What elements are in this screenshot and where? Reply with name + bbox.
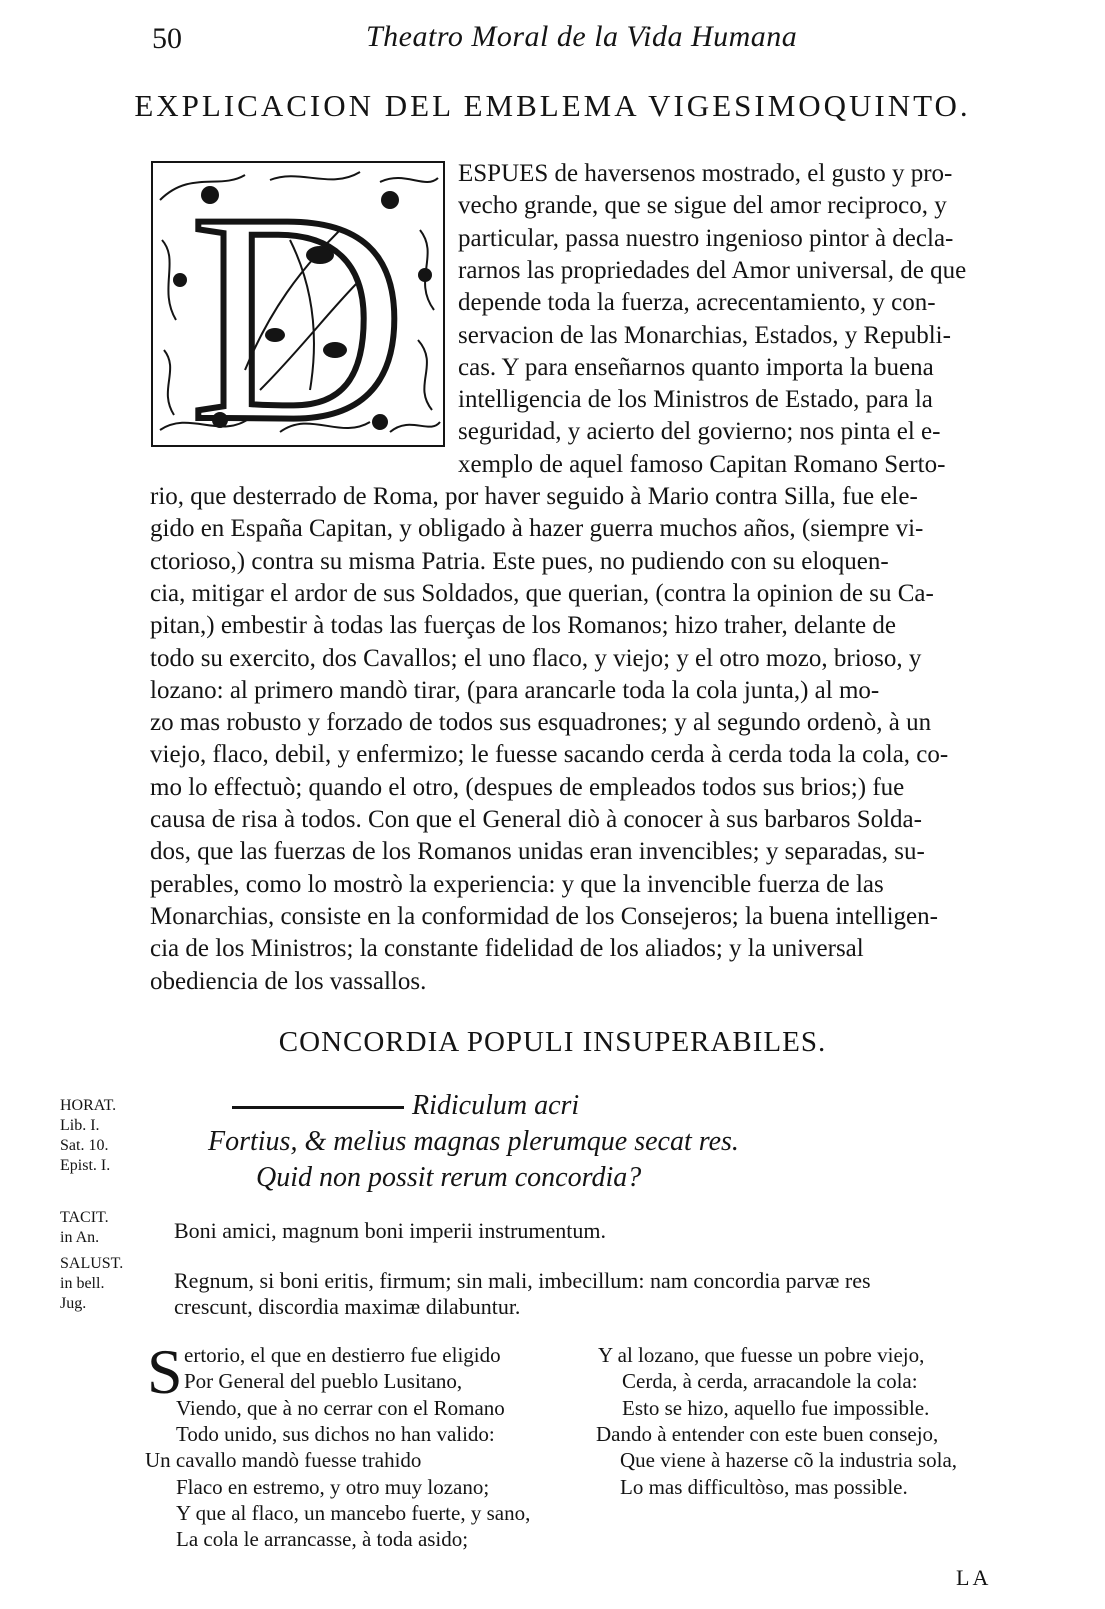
margin-note-sallust: SALUST. in bell. Jug. [60,1255,124,1312]
floral-initial-ornament [150,160,446,448]
body-line: pitan,) embestir à todas las fuerças de los Romanos; hizo traher, delante de [150,612,896,640]
body-line: perables, como lo mostrò la experiencia: y que la invencible fuerza de las [150,870,884,898]
initial-letter: D [189,160,407,448]
body-line: xemplo de aquel famoso Capitan Romano Serto- [458,450,946,478]
catchword: LA [956,1565,992,1590]
verse-line: ertorio, el que en destierro fue eligido [184,1343,501,1367]
prose-quote: Regnum, si boni eritis, firmum; sin mali, imbecillum: nam concordia parvæ res [174,1268,871,1293]
body-line: seguridad, y acierto del govierno; nos pinta el e- [458,418,941,446]
body-line: intelligencia de los Ministros de Estado, para la [458,386,933,414]
verse-line: Y que al flaco, un mancebo fuerte, y sano, [176,1500,531,1525]
prose-quote: crescunt, discordia maximæ dilabuntur. [174,1294,521,1319]
quote-line: Quid non possit rerum concordia? [256,1162,642,1193]
prose-quote: Boni amici, magnum boni imperii instrumentum. [174,1218,607,1243]
verse-line: Todo unido, sus dichos no han valido: [176,1421,495,1446]
margin-note-horace: HORAT. Lib. I. Sat. 10. Epist. I. [60,1097,117,1174]
body-line: vecho grande, que se sigue del amor reciproco, y [458,192,947,220]
body-line: cia, mitigar el ardor de sus Soldados, que querian, (contra la opinion de su Ca- [150,579,934,607]
body-line: gido en España Capitan, y obligado à hazer guerra muchos años, (siempre vi- [150,515,924,543]
body-line: todo su exercito, dos Cavallos; el uno flaco, y viejo; y el otro mozo, brioso, y [150,644,922,672]
body-line: rarnos las propriedades del Amor universal, de que [458,256,967,284]
verse-line: Un cavallo mandò fuesse trahido [145,1448,422,1473]
body-line: Monarchias, consiste en la conformidad de los Consejeros; la buena intelligen- [150,902,938,930]
verse-line: La cola le arrancasse, à toda asido; [176,1527,469,1552]
verse-line: Y al lozano, que fuesse un pobre viejo, [598,1343,925,1367]
body-line: viejo, flaco, debil, y enfermizo; le fuesse sacando cerda à cerda toda la cola, co- [150,741,949,769]
verse-line: Esto se hizo, aquello fue impossible. [622,1395,930,1420]
section-title: EXPLICACION DEL EMBLEMA VIGESIMOQUINTO. [134,88,971,123]
body-line: cas. Y para enseñarnos quanto importa la buena [458,353,934,381]
body-line: rio, que desterrado de Roma, por haver seguido à Mario contra Silla, fue ele- [150,483,918,510]
body-line: ctorioso,) contra su misma Patria. Este pues, no pudiendo con su eloquen- [150,547,889,575]
verse-line: Cerda, à cerda, arracandole la cola: [622,1369,918,1394]
body-line: obediencia de los vassallos. [150,967,427,995]
verse-initial: S [147,1336,183,1407]
body-line: particular, passa nuestro ingenioso pintor à decla- [458,224,954,252]
quote-text: Ridiculum acri [412,1090,580,1121]
verse-line: Flaco en estremo, y otro muy lozano; [176,1474,490,1499]
running-title: Theatro Moral de la Vida Humana [366,20,798,53]
body-line: lozano: al primero mandò tirar, (para arancarle toda la cola junta,) al mo- [150,676,880,704]
body-line: ESPUES de haversenos mostrado, el gusto y pro- [458,160,953,187]
body-line: cia de los Ministros; la constante fidelidad de los aliados; y la universal [150,935,864,963]
body-line: depende toda la fuerza, acrecentamiento, y con- [458,289,936,317]
verse-line: Por General del pueblo Lusitano, [184,1369,463,1394]
decorated-initial [150,160,446,448]
verse-line: Lo mas difficultòso, mas possible. [620,1474,908,1499]
verse-line: Viendo, que à no cerrar con el Romano [176,1395,505,1420]
verse-line: Que viene à hazerse cõ la industria sola, [620,1448,958,1473]
motto-heading: CONCORDIA POPULI INSUPERABILES. [278,1026,827,1058]
body-line: mo lo effectuò; quando el otro, (despues de empleados todos sus brios;) fue [150,773,905,801]
verse-line: Dando à entender con este buen consejo, [596,1421,939,1446]
quote-line [232,1090,579,1122]
body-line: dos, que las fuerzas de los Romanos unidas eran invencibles; y separadas, su- [150,838,925,866]
body-line: zo mas robusto y forzado de todos sus esquadrones; y al segundo ordenò, à un [150,709,932,737]
margin-note-tacitus: TACIT. in An. [60,1209,109,1246]
body-line: causa de risa à todos. Con que el General diò à conocer à sus barbaros Solda- [150,806,922,833]
quote-rule [232,1106,404,1109]
quote-line: Fortius, & melius magnas plerumque secat res. [208,1126,739,1157]
body-line: servacion de las Monarchias, Estados, y Republi- [458,321,951,349]
page-number: 50 [152,22,182,55]
